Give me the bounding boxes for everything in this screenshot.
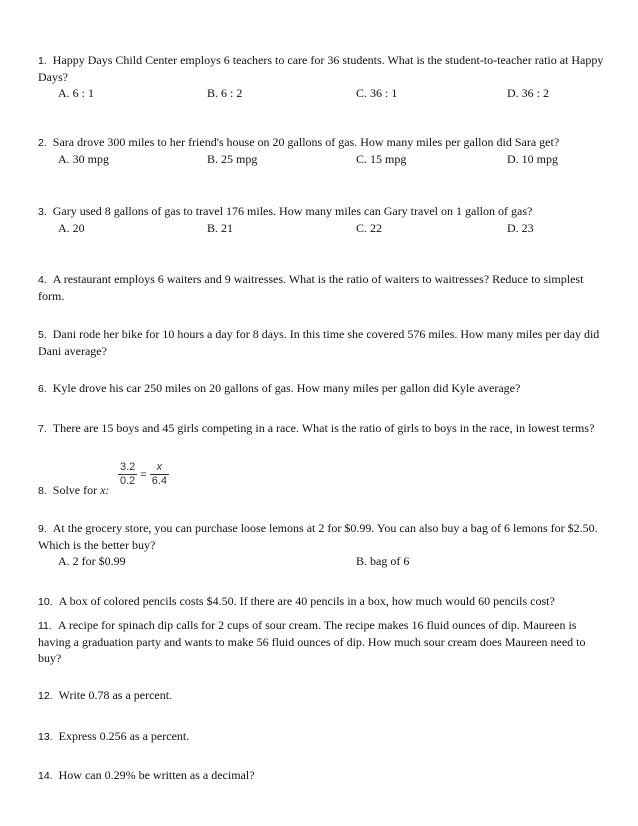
question-number: 8. xyxy=(38,485,47,497)
numerator: 3.2 xyxy=(120,461,136,473)
question-text: How can 0.29% be written as a decimal? xyxy=(58,768,255,782)
question-3 xyxy=(38,203,604,236)
question-8 xyxy=(38,482,604,499)
option-c[interactable]: C. 15 mpg xyxy=(356,152,407,166)
question-12 xyxy=(38,687,604,704)
numerator: x xyxy=(150,461,169,475)
question-11 xyxy=(38,617,604,666)
question-text: A box of colored pencils costs $4.50. If there are 40 pencils in a box, how much would 60 pencils cost? xyxy=(58,594,555,608)
option-a[interactable]: A. 2 for $0.99 xyxy=(58,554,126,568)
question-10 xyxy=(38,593,604,610)
answer-options xyxy=(38,553,604,569)
question-number: 4. xyxy=(38,274,47,286)
option-a[interactable]: A. 6 : 1 xyxy=(58,86,94,100)
question-number: 5. xyxy=(38,329,47,341)
question-text: Solve for xyxy=(52,483,98,497)
question-5 xyxy=(38,326,604,359)
question-text: Kyle drove his car 250 miles on 20 gallons of gas. How many miles per gallon did Kyle average? xyxy=(52,381,521,395)
answer-options xyxy=(38,85,604,101)
question-6 xyxy=(38,380,604,397)
question-text: Sara drove 300 miles to her friend's house on 20 gallons of gas. How many miles per gallon did Sara get? xyxy=(52,135,560,149)
denominator: 6.4 xyxy=(151,475,168,487)
question-number: 11. xyxy=(38,620,52,632)
option-c[interactable]: C. 22 xyxy=(356,221,383,235)
option-d[interactable]: D. 23 xyxy=(507,221,534,235)
question-2 xyxy=(38,134,604,167)
option-b[interactable]: B. bag of 6 xyxy=(356,554,410,568)
option-c[interactable]: C. 36 : 1 xyxy=(356,86,398,100)
question-text: Happy Days Child Center employs 6 teachers to care for 36 students. What is the student-to-teacher ratio at Happy Days? xyxy=(38,53,604,84)
question-number: 6. xyxy=(38,383,47,395)
question-text: Write 0.78 as a percent. xyxy=(58,688,173,702)
option-a[interactable]: A. 30 mpg xyxy=(58,152,109,166)
question-number: 3. xyxy=(38,206,47,218)
question-text: At the grocery store, you can purchase loose lemons at 2 for $0.99. You can also buy a bag of 6 lemons for $2.50. Which is the better buy? xyxy=(38,521,598,552)
question-text: Express 0.256 as a percent. xyxy=(58,729,190,743)
question-number: 1. xyxy=(38,55,47,67)
question-4 xyxy=(38,271,604,304)
question-text: A restaurant employs 6 waiters and 9 waitresses. What is the ratio of waiters to waitresses? Reduce to simplest form. xyxy=(38,272,584,303)
question-9 xyxy=(38,520,604,569)
question-text: A recipe for spinach dip calls for 2 cups of sour cream. The recipe makes 16 fluid ounces of dip. Maureen is having a graduation party and wants to make 56 fluid ounces of dip. How much sour cream does Maureen need to buy? xyxy=(38,618,586,665)
question-text: There are 15 boys and 45 girls competing in a race. What is the ratio of girls to boys in the race, in lowest terms? xyxy=(52,421,595,435)
question-7 xyxy=(38,420,604,437)
option-b[interactable]: B. 21 xyxy=(207,221,234,235)
option-d[interactable]: D. 36 : 2 xyxy=(507,86,549,100)
option-b[interactable]: B. 25 mpg xyxy=(207,152,258,166)
answer-options xyxy=(38,220,604,236)
answer-options xyxy=(38,151,604,167)
option-b[interactable]: B. 6 : 2 xyxy=(207,86,243,100)
equals-sign: = xyxy=(140,468,147,481)
question-number: 7. xyxy=(38,423,47,435)
question-14 xyxy=(38,767,604,784)
question-number: 10. xyxy=(38,596,53,608)
question-number: 9. xyxy=(38,523,47,535)
question-number: 14. xyxy=(38,770,53,782)
option-d[interactable]: D. 10 mpg xyxy=(507,152,558,166)
question-13 xyxy=(38,728,604,745)
question-number: 12. xyxy=(38,690,53,702)
question-text: Gary used 8 gallons of gas to travel 176 miles. How many miles can Gary travel on 1 gallon of gas? xyxy=(52,204,533,218)
question-number: 2. xyxy=(38,137,47,149)
question-text: Dani rode her bike for 10 hours a day for 8 days. In this time she covered 576 miles. How many miles per day did Dani average? xyxy=(38,327,600,358)
question-1 xyxy=(38,52,604,101)
option-a[interactable]: A. 20 xyxy=(58,221,85,235)
variable-x: x: xyxy=(100,483,110,497)
question-number: 13. xyxy=(38,731,53,743)
denominator: 0.2 xyxy=(120,475,136,487)
